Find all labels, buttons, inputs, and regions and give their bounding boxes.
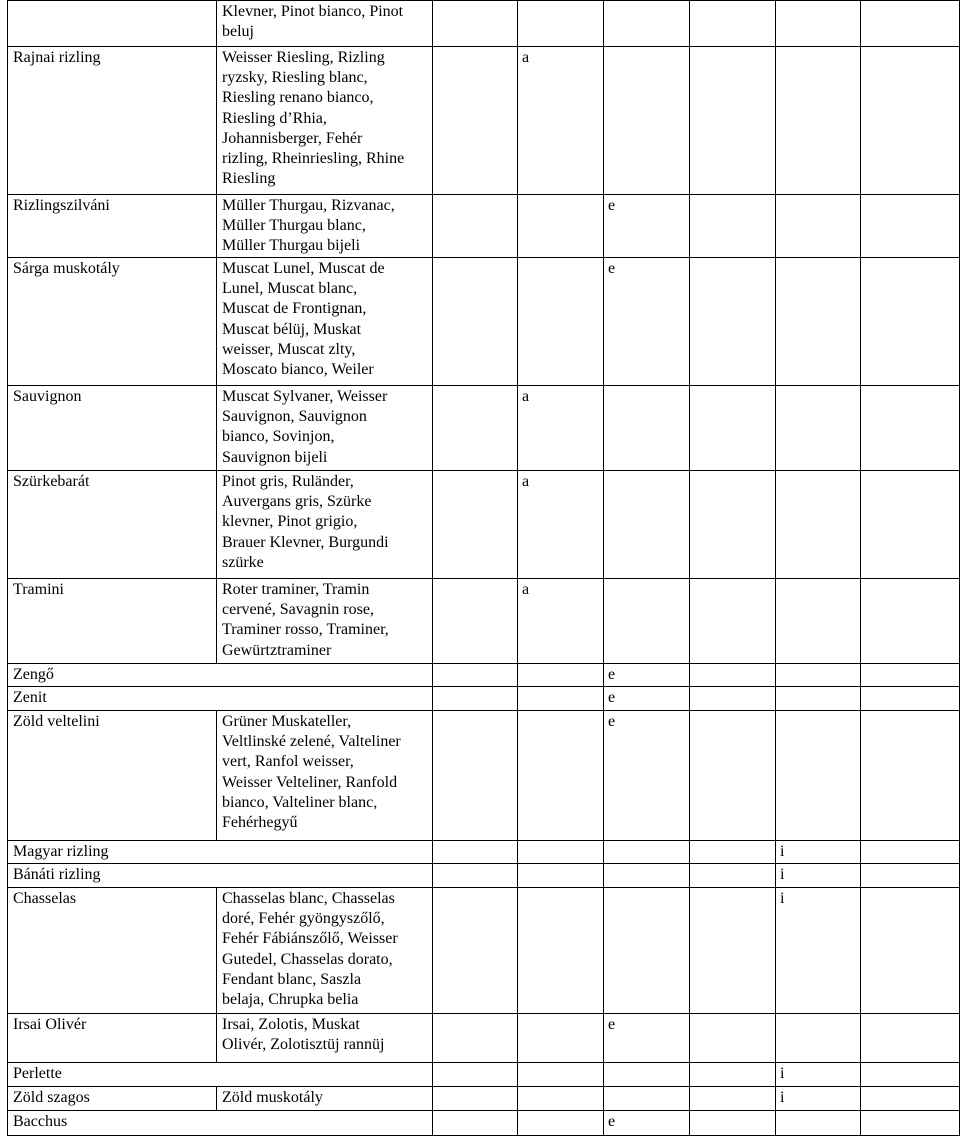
category-mark: i	[780, 890, 785, 907]
category-mark: e	[608, 1113, 616, 1130]
category-mark: e	[608, 1016, 616, 1033]
category-mark: a	[522, 388, 530, 405]
column-divider	[860, 470, 861, 579]
category-mark: e	[608, 197, 616, 214]
column-divider	[603, 1062, 604, 1087]
column-divider	[216, 46, 217, 195]
column-divider	[860, 863, 861, 888]
column-divider	[216, 1086, 217, 1111]
row-divider	[7, 887, 960, 888]
column-divider	[775, 710, 776, 841]
column-divider	[7, 1086, 8, 1111]
column-divider	[860, 710, 861, 841]
variety-synonyms: Roter traminer, Tramin cervené, Savagnin rose, Traminer rosso, Traminer, Gewürtztraminer	[222, 581, 389, 659]
column-divider	[860, 257, 861, 386]
column-divider	[216, 710, 217, 841]
column-divider	[432, 470, 433, 579]
variety-name: Bánáti rizling	[13, 866, 101, 883]
variety-name: Rajnai rizling	[13, 49, 101, 66]
column-divider	[432, 0, 433, 47]
row-divider	[7, 1062, 960, 1063]
column-divider	[432, 194, 433, 258]
category-mark: i	[780, 1065, 785, 1082]
variety-synonyms: Zöld muskotály	[222, 1089, 323, 1106]
column-divider	[432, 1062, 433, 1087]
column-divider	[860, 0, 861, 47]
column-divider	[7, 470, 8, 579]
column-divider	[603, 578, 604, 664]
column-divider	[603, 887, 604, 1014]
row-divider	[7, 840, 960, 841]
variety-synonyms: Muscat Lunel, Muscat de Lunel, Muscat blanc, Muscat de Frontignan, Muscat bélüj, Muskat weisser, Muscat zlty, Moscato bianco, Weiler	[222, 260, 385, 379]
column-divider	[689, 385, 690, 471]
category-mark: e	[608, 713, 616, 730]
variety-name: Szürkebarát	[13, 473, 90, 490]
column-divider	[216, 470, 217, 579]
variety-name: Tramini	[13, 581, 64, 598]
row-divider	[7, 863, 960, 864]
variety-name: Rizlingszilváni	[13, 197, 110, 214]
column-divider	[7, 686, 8, 711]
column-divider	[7, 1062, 8, 1087]
variety-synonyms: Irsai, Zolotis, Muskat Olivér, Zolotisztüj rannüj	[222, 1016, 385, 1054]
variety-name: Perlette	[13, 1065, 62, 1082]
column-divider	[432, 710, 433, 841]
column-divider	[517, 663, 518, 687]
variety-synonyms: Chasselas blanc, Chasselas doré, Fehér gyöngyszőlő, Fehér Fábiánszőlő, Weisser Gutedel, Chasselas dorato, Fendant blanc, Saszla belaja, Chrupka belia	[222, 890, 398, 1009]
column-divider	[689, 470, 690, 579]
column-divider	[517, 1086, 518, 1111]
column-divider	[432, 1086, 433, 1111]
category-mark: e	[608, 689, 616, 706]
column-divider	[517, 194, 518, 258]
column-divider	[775, 686, 776, 711]
column-divider	[7, 863, 8, 888]
variety-name: Irsai Olivér	[13, 1016, 87, 1033]
column-divider	[216, 1013, 217, 1063]
column-divider	[860, 385, 861, 471]
column-divider	[432, 840, 433, 864]
column-divider	[860, 840, 861, 864]
column-divider	[860, 1013, 861, 1063]
column-divider	[775, 385, 776, 471]
column-divider	[517, 1062, 518, 1087]
column-divider	[775, 1110, 776, 1136]
column-divider	[7, 1013, 8, 1063]
variety-name: Zengő	[13, 666, 54, 683]
column-divider	[517, 887, 518, 1014]
variety-name: Chasselas	[13, 890, 77, 907]
column-divider	[216, 385, 217, 471]
column-divider	[603, 257, 604, 386]
column-divider	[860, 1062, 861, 1087]
column-divider	[517, 686, 518, 711]
column-divider	[603, 710, 604, 841]
column-divider	[7, 710, 8, 841]
column-divider	[775, 887, 776, 1014]
column-divider	[860, 887, 861, 1014]
row-divider	[7, 385, 960, 386]
column-divider	[775, 194, 776, 258]
column-divider	[432, 863, 433, 888]
column-divider	[603, 470, 604, 579]
column-divider	[432, 887, 433, 1014]
column-divider	[689, 1110, 690, 1136]
column-divider	[775, 1062, 776, 1087]
column-divider	[775, 840, 776, 864]
category-mark: e	[608, 666, 616, 683]
column-divider	[603, 0, 604, 47]
column-divider	[603, 840, 604, 864]
column-divider	[775, 578, 776, 664]
column-divider	[603, 863, 604, 888]
variety-synonyms: Muscat Sylvaner, Weisser Sauvignon, Sauvignon bianco, Sovinjon, Sauvignon bijeli	[222, 388, 388, 466]
column-divider	[860, 578, 861, 664]
column-divider	[216, 194, 217, 258]
column-divider	[860, 1086, 861, 1111]
column-divider	[689, 257, 690, 386]
column-divider	[216, 0, 217, 47]
variety-name: Zöld veltelini	[13, 713, 100, 730]
column-divider	[432, 578, 433, 664]
column-divider	[860, 663, 861, 687]
column-divider	[689, 46, 690, 195]
column-divider	[432, 1110, 433, 1136]
column-divider	[775, 863, 776, 888]
row-divider	[7, 710, 960, 711]
column-divider	[517, 1013, 518, 1063]
column-divider	[689, 578, 690, 664]
row-divider	[7, 1110, 960, 1111]
column-divider	[860, 686, 861, 711]
column-divider	[7, 578, 8, 664]
category-mark: e	[608, 260, 616, 277]
column-divider	[517, 710, 518, 841]
row-divider	[7, 470, 960, 471]
column-divider	[432, 686, 433, 711]
column-divider	[689, 1013, 690, 1063]
column-divider	[775, 0, 776, 47]
column-divider	[7, 194, 8, 258]
column-divider	[517, 1110, 518, 1136]
category-mark: a	[522, 49, 530, 66]
category-mark: i	[780, 1089, 785, 1106]
column-divider	[775, 1013, 776, 1063]
variety-name: Sauvignon	[13, 388, 82, 405]
row-divider	[7, 663, 960, 664]
column-divider	[517, 840, 518, 864]
column-divider	[7, 840, 8, 864]
column-divider	[860, 1110, 861, 1136]
column-divider	[689, 686, 690, 711]
column-divider	[603, 46, 604, 195]
column-divider	[689, 710, 690, 841]
column-divider	[689, 1086, 690, 1111]
column-divider	[517, 385, 518, 471]
variety-synonyms: Weisser Riesling, Rizling ryzsky, Riesling blanc, Riesling renano bianco, Riesling d’Rhia, Johannisberger, Fehér rizling, Rheinriesling, Rhine Riesling	[222, 49, 405, 188]
column-divider	[517, 578, 518, 664]
variety-name: Zöld szagos	[13, 1089, 90, 1106]
category-mark: a	[522, 473, 530, 490]
column-divider	[216, 257, 217, 386]
variety-name: Bacchus	[13, 1113, 68, 1130]
column-divider	[7, 46, 8, 195]
column-divider	[775, 1086, 776, 1111]
column-divider	[7, 663, 8, 687]
category-mark: i	[780, 866, 785, 883]
column-divider	[432, 663, 433, 687]
column-divider	[689, 863, 690, 888]
column-divider	[603, 385, 604, 471]
row-divider	[7, 46, 960, 47]
column-divider	[7, 887, 8, 1014]
row-divider	[7, 1013, 960, 1014]
row-divider	[7, 0, 960, 1]
column-divider	[216, 578, 217, 664]
column-divider	[432, 1013, 433, 1063]
column-divider	[7, 257, 8, 386]
row-divider	[7, 1086, 960, 1087]
variety-synonyms: Grüner Muskateller, Veltlinské zelené, Valteliner vert, Ranfol weisser, Weisser Velteliner, Ranfold bianco, Valteliner blanc, Fehérhegyű	[222, 713, 401, 832]
column-divider	[775, 470, 776, 579]
column-divider	[775, 663, 776, 687]
column-divider	[432, 385, 433, 471]
column-divider	[603, 194, 604, 258]
column-divider	[775, 257, 776, 386]
variety-synonyms: Pinot gris, Ruländer, Auvergans gris, Szürke klevner, Pinot grigio, Brauer Klevner, Burgundi szürke	[222, 473, 389, 571]
row-divider	[7, 686, 960, 687]
column-divider	[603, 1110, 604, 1136]
column-divider	[603, 686, 604, 711]
column-divider	[216, 887, 217, 1014]
column-divider	[517, 257, 518, 386]
column-divider	[603, 1086, 604, 1111]
column-divider	[689, 663, 690, 687]
category-mark: a	[522, 581, 530, 598]
column-divider	[860, 46, 861, 195]
column-divider	[7, 0, 8, 47]
variety-synonyms: Müller Thurgau, Rizvanac, Müller Thurgau blanc, Müller Thurgau bijeli	[222, 197, 395, 255]
column-divider	[603, 1013, 604, 1063]
column-divider	[7, 385, 8, 471]
column-divider	[689, 1062, 690, 1087]
row-divider	[7, 194, 960, 195]
column-divider	[689, 887, 690, 1014]
column-divider	[432, 257, 433, 386]
column-divider	[517, 863, 518, 888]
row-divider	[7, 578, 960, 579]
column-divider	[775, 46, 776, 195]
column-divider	[689, 840, 690, 864]
variety-name: Sárga muskotály	[13, 260, 120, 277]
column-divider	[432, 46, 433, 195]
column-divider	[689, 0, 690, 47]
variety-name: Zenit	[13, 689, 47, 706]
variety-synonyms: Klevner, Pinot bianco, Pinot beluj	[222, 3, 404, 41]
column-divider	[860, 194, 861, 258]
column-divider	[7, 1110, 8, 1136]
column-divider	[517, 46, 518, 195]
variety-name: Magyar rizling	[13, 843, 109, 860]
column-divider	[517, 0, 518, 47]
column-divider	[517, 470, 518, 579]
category-mark: i	[780, 843, 785, 860]
column-divider	[603, 663, 604, 687]
column-divider	[689, 194, 690, 258]
row-divider	[7, 1135, 960, 1136]
row-divider	[7, 257, 960, 258]
